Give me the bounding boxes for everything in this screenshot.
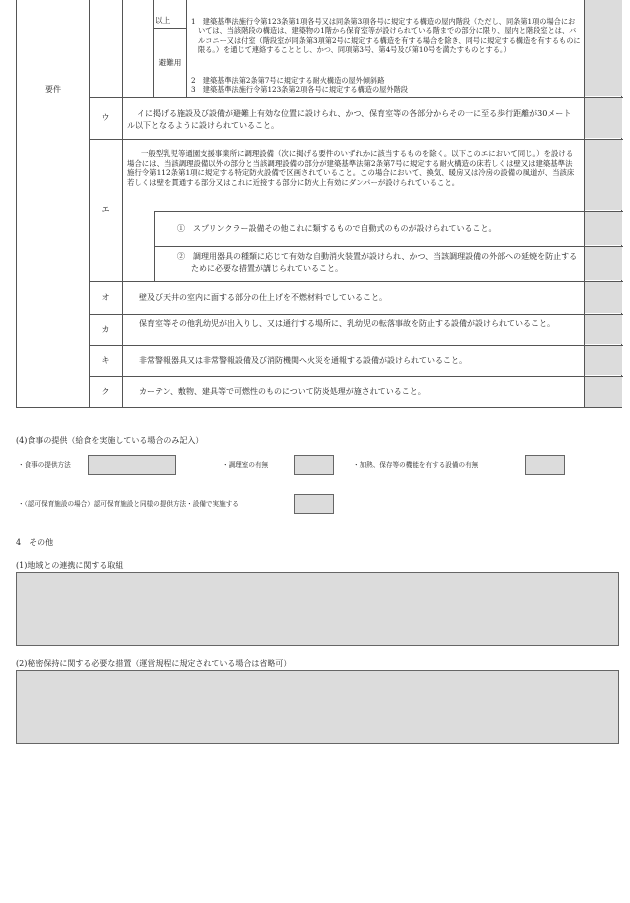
- key-ki: キ: [101, 355, 110, 365]
- community-field[interactable]: [16, 572, 619, 646]
- sub-item-1: ① スプリンクラー設備その他これに類するもので自動式のものが設けられていること。: [177, 223, 497, 233]
- check-cell-e-2[interactable]: [585, 246, 622, 280]
- above-label: 以上: [155, 16, 171, 25]
- requirements-table: [16, 0, 622, 408]
- meal-heading: (4)食事の提供（給食を実施している場合のみ記入）: [16, 436, 204, 445]
- other-heading: 4 その他: [16, 538, 54, 547]
- equipment-field[interactable]: [525, 455, 565, 475]
- text-ki: 非常警報器具又は非常警報設備及び消防機関へ火災を通報する設備が設けられていること。: [139, 355, 467, 365]
- evac-item-1: 1 建築基準法施行令第123条第1項各号又は同条第3項各号に規定する構造の屋内階段（ただし、同条第1項の場合においては、当該階段の構造は、建築物の1階から保育室等が設けられている階までの部分に限り、屋内と階段室とは、バルコニー又は付室（階段室が同条第3項第2号に規定する構造を有する場合を除き、同号に規定する構造を有するものに限る。）を通じて連絡することとし、かつ、同項第3号、第4号及び第10号を満たすものとする。）: [191, 17, 581, 54]
- check-cell-ki[interactable]: [585, 345, 622, 375]
- check-cell-ku[interactable]: [585, 376, 622, 407]
- meal-method-label: ・食事の提供方法: [18, 461, 71, 469]
- check-cell-e-1[interactable]: [585, 211, 622, 245]
- approved-label: ・（認可保育施設の場合）認可保育施設と同様の提供方法・設備で実施する: [18, 500, 239, 508]
- equipment-label: ・加熱、保存等の機能を有する設備の有無: [353, 461, 479, 469]
- kitchen-label: ・調理室の有無: [222, 461, 269, 469]
- key-u: ウ: [101, 113, 110, 122]
- check-cell-evac[interactable]: [585, 0, 622, 96]
- check-cell-ka[interactable]: [585, 314, 622, 344]
- evac-item-3: 3 建築基準法施行令第123条第2項各号に規定する構造の屋外階段: [191, 85, 408, 94]
- kitchen-field[interactable]: [294, 455, 334, 475]
- key-o: オ: [101, 292, 110, 302]
- text-o: 壁及び天井の室内に面する部分の仕上げを不燃材料でしていること。: [139, 292, 387, 302]
- text-e: 一般型乳児等通園支援事業所に調理設備（次に掲げる要件のいずれかに該当するものを除く。以下このエにおいて同じ。）を設ける場合には、当該調理設備以外の部分と当該調理設備の部分が建築基準法第2条第7号に規定する耐火構造の床若しくは壁又は建築基準法施行令第112条第1項に規定する特定防火設備で区画されていること。この場合において、換気、暖房又は冷房の設備の風道が、当該床若しくは壁を貫通する部分又はこれに近接する部分に防火上有効にダンパーが設けられていること。: [127, 149, 575, 187]
- check-cell-u[interactable]: [585, 97, 622, 138]
- sub-item-2: ② 調理用器具の種類に応じて有効な自動消火装置が設けられ、かつ、当該調理設備の外部への延焼を防止するために必要な措置が講じられていること。: [177, 252, 578, 273]
- meal-method-field[interactable]: [88, 455, 176, 475]
- community-label: (1)地域との連携に関する取組: [16, 561, 124, 570]
- text-ka: 保育室等その他乳幼児が出入りし、又は通行する場所に、乳幼児の転落事故を防止する設備が設けられていること。: [139, 319, 555, 328]
- text-u: イに掲げる施設及び設備が避難上有効な位置に設けられ、かつ、保育室等の各部分からその一に至る歩行距離が30メートル以下となるように設けられていること。: [127, 109, 572, 130]
- privacy-label: (2)秘密保持に関する必要な措置（運営規程に規定されている場合は省略可）: [16, 659, 292, 668]
- privacy-field[interactable]: [16, 670, 619, 744]
- approved-field[interactable]: [294, 494, 334, 514]
- key-ku: ク: [101, 387, 110, 396]
- requirement-label: 要件: [45, 85, 61, 94]
- key-e: エ: [101, 205, 110, 214]
- evac-label: 避難用: [158, 57, 182, 67]
- evac-item-2: 2 建築基準法第2条第7号に規定する耐火構造の屋外傾斜路: [191, 76, 385, 85]
- text-ku: カーテン、敷物、建具等で可燃性のものについて防炎処理が施されていること。: [139, 387, 426, 396]
- check-cell-e-main[interactable]: [585, 139, 622, 210]
- check-cell-o[interactable]: [585, 281, 622, 313]
- key-ka: カ: [101, 324, 110, 334]
